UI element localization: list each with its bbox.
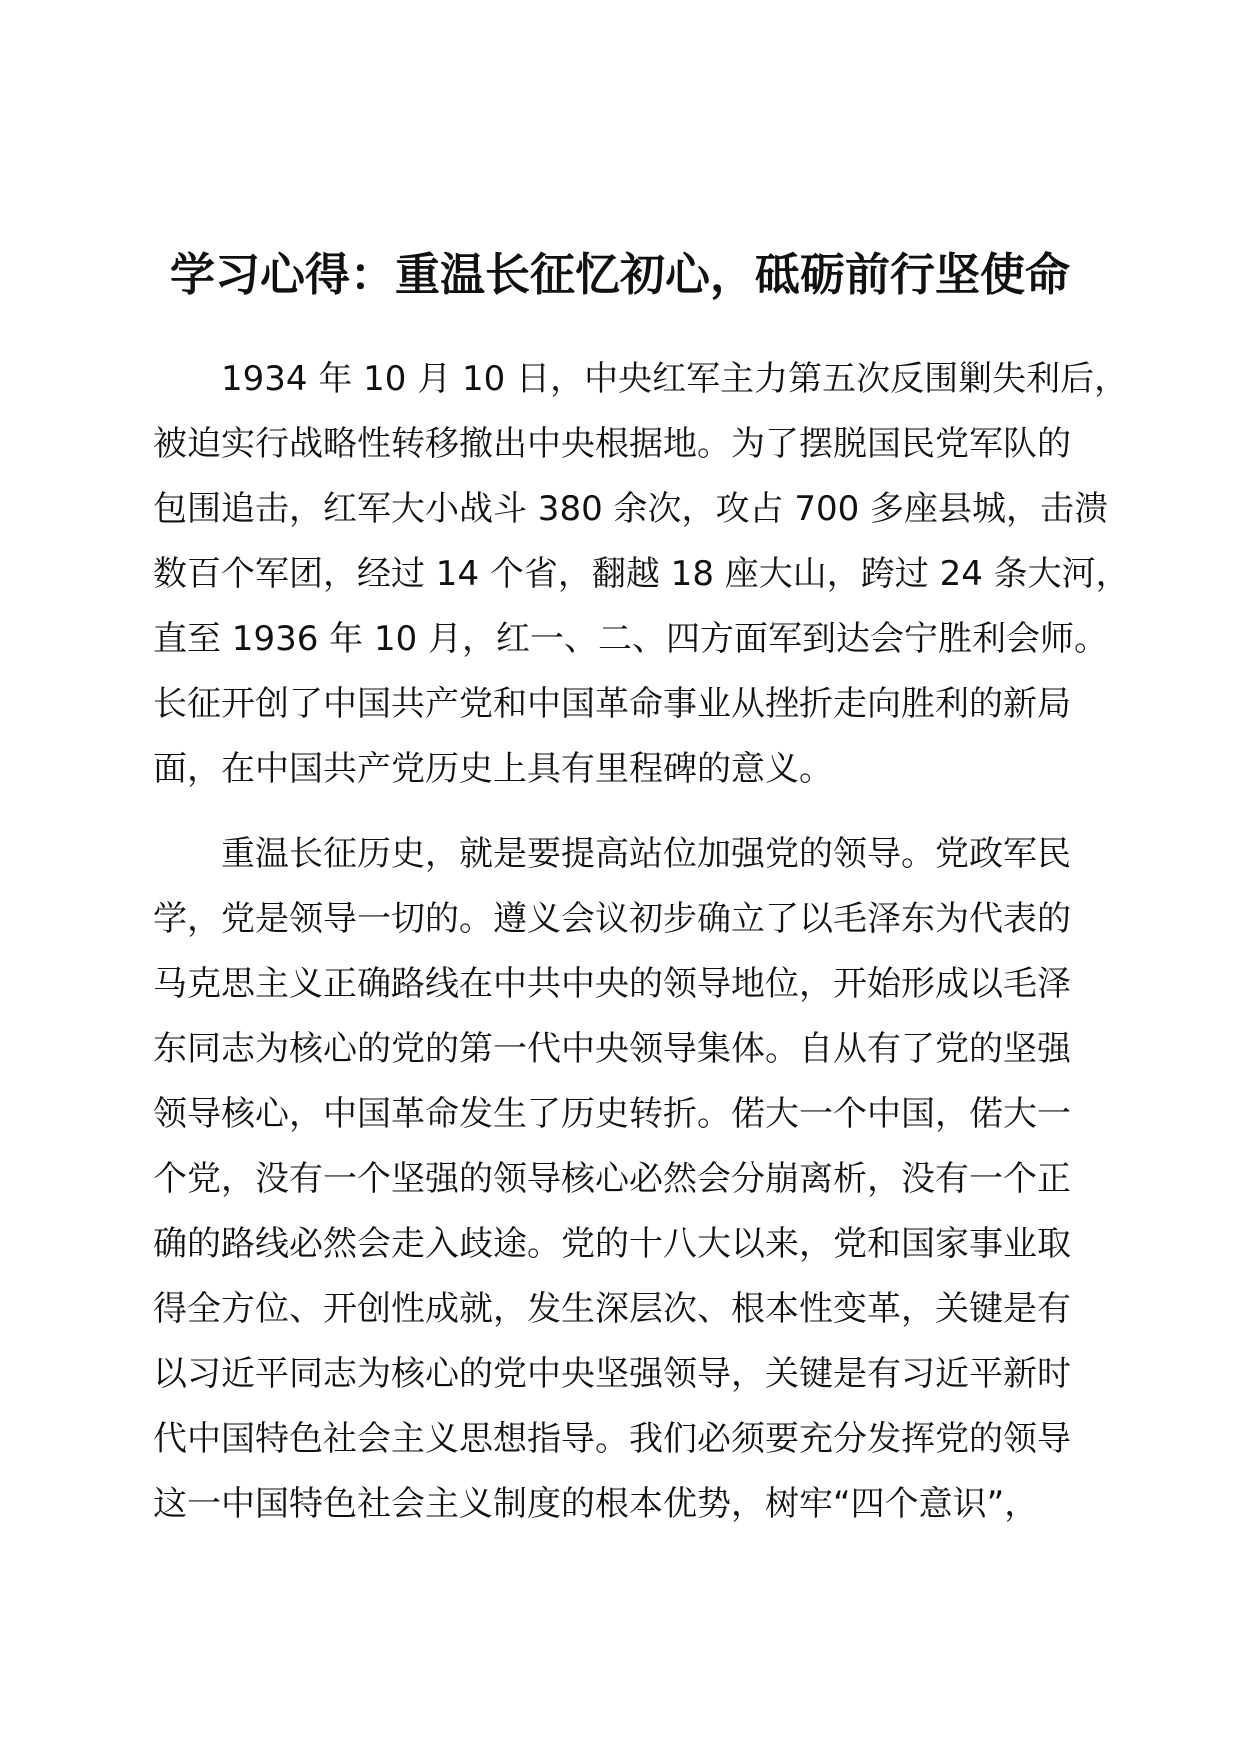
paragraph-line: 领导核心，中国革命发生了历史转折。偌大一个中国，偌大一 — [153, 1094, 1071, 1134]
paragraph-line: 1934 年 10 月 10 日，中央红军主力第五次反围剿失利后， — [221, 359, 1129, 399]
paragraph-line: 得全方位、开创性成就，发生深层次、根本性变革，关键是有 — [153, 1289, 1071, 1329]
paragraph-line: 重温长征历史，就是要提高站位加强党的领导。党政军民 — [221, 834, 1071, 874]
paragraph-line: 长征开创了中国共产党和中国革命事业从挫折走向胜利的新局 — [153, 684, 1071, 724]
paragraph-line: 数百个军团，经过 14 个省，翻越 18 座大山，跨过 24 条大河， — [153, 554, 1130, 594]
paragraph-line: 马克思主义正确路线在中共中央的领导地位，开始形成以毛泽 — [153, 964, 1071, 1004]
paragraph-line: 代中国特色社会主义思想指导。我们必须要充分发挥党的领导 — [153, 1419, 1071, 1459]
paragraph-line: 面，在中国共产党历史上具有里程碑的意义。 — [153, 749, 833, 789]
paragraph-2 — [153, 822, 1103, 1537]
paragraph-line: 直至 1936 年 10 月，红一、二、四方面军到达会宁胜利会师。 — [153, 619, 1109, 659]
paragraph-line: 这一中国特色社会主义制度的根本优势，树牢“四个意识”， — [153, 1484, 1039, 1524]
paragraph-line: 学，党是领导一切的。遵义会议初步确立了以毛泽东为代表的 — [153, 899, 1071, 939]
document-title: 学习心得：重温长征忆初心，砥砺前行坚使命 — [169, 248, 1070, 301]
paragraph-line: 被迫实行战略性转移撤出中央根据地。为了摆脱国民党军队的 — [153, 424, 1071, 464]
paragraph-line: 包围追击，红军大小战斗 380 余次，攻占 700 多座县城，击溃 — [153, 489, 1109, 529]
paragraph-line: 东同志为核心的党的第一代中央领导集体。自从有了党的坚强 — [153, 1029, 1071, 1069]
paragraph-line: 以习近平同志为核心的党中央坚强领导，关键是有习近平新时 — [153, 1354, 1071, 1394]
paragraph-line: 个党，没有一个坚强的领导核心必然会分崩离析，没有一个正 — [153, 1159, 1071, 1199]
paragraph-line: 确的路线必然会走入歧途。党的十八大以来，党和国家事业取 — [153, 1224, 1071, 1264]
paragraph-1 — [153, 347, 1130, 802]
